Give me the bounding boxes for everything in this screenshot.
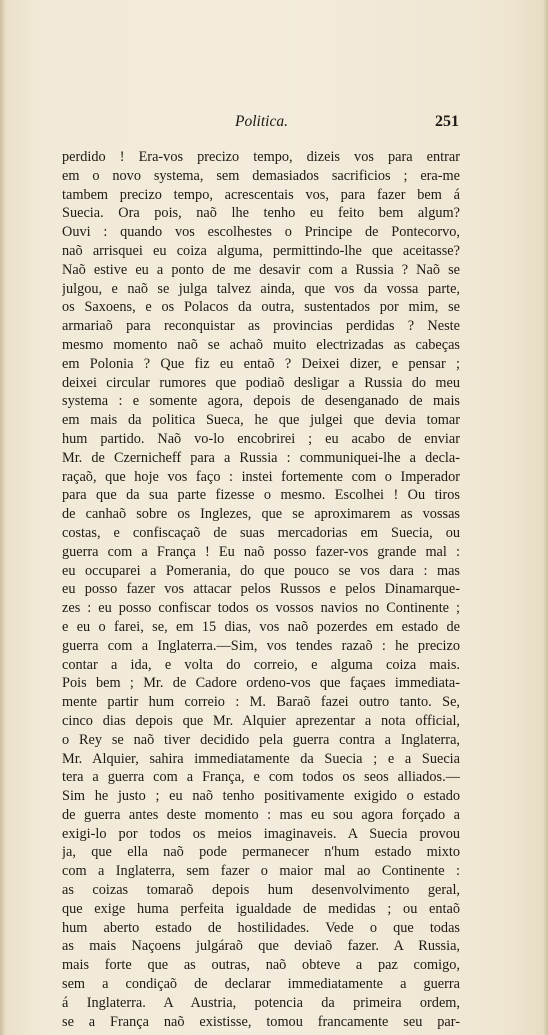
- text-line: mente partir hum correio : M. Baraõ fazei outro tanto. Se,: [62, 694, 460, 711]
- page-header: [62, 113, 461, 135]
- text-line: Mr. Alquier, sahira immediatamente da Suecia ; e a Suecia: [62, 750, 460, 767]
- text-line: mais forte que as outras, naõ obteve a paz comigo,: [62, 957, 460, 974]
- text-line: hum partido. Naõ vo-lo encobrirei ; eu acabo de enviar: [62, 430, 460, 447]
- text-line: se a França naõ existisse, tomou francamente seu par-: [62, 1013, 460, 1030]
- text-line: eu occuparei a Pomerania, do que pouco se vos dara : mas: [62, 562, 460, 579]
- text-line: deixei circular rumores que podiaõ desligar a Russia do meu: [62, 374, 460, 391]
- text-line: sem a condiçaõ de declarar immediatamente a guerra: [62, 976, 460, 993]
- text-line: contar a ida, e volta do correio, e alguma coiza mais.: [62, 656, 460, 673]
- page-number: 251: [435, 113, 459, 130]
- text-line: zes : eu posso confiscar todos os vossos navios no Continente ;: [62, 600, 460, 617]
- text-line: cinco dias depois que Mr. Alquier aprezentar a nota official,: [62, 712, 460, 729]
- text-line: Sim he justo ; eu naõ tenho positivamente exigido o estado: [62, 788, 460, 805]
- text-line: tera a guerra com a França, e com todos os seos alliados.—: [62, 769, 460, 786]
- text-line: Suecia. Ora pois, naõ lhe tenho eu feito bem algum?: [62, 205, 460, 222]
- text-line: tambem precizo tempo, acrescentais vos, para fazer bem á: [62, 186, 460, 203]
- text-line: guerra com a França ! Eu naõ posso fazer-vos grande mal :: [62, 543, 460, 560]
- text-line: julgou, e naõ se julga talvez ainda, que vos da vossa parte,: [62, 280, 460, 297]
- text-line: Pois bem ; Mr. de Cadore ordeno-vos que façaes immediata-: [62, 675, 460, 692]
- text-line: hum aberto estado de hostilidades. Vede o que todas: [62, 919, 460, 936]
- text-line: os Saxoens, e os Polacos da outra, sustentados por mim, se: [62, 299, 460, 316]
- text-line: as mais Naçoens julgáraõ que deviaõ fazer. A Russia,: [62, 938, 460, 955]
- text-line: Naõ estive eu a ponto de me desavir com a Russia ? Naõ se: [62, 261, 460, 278]
- text-line: Mr. de Czernicheff para a Russia : communiquei-lhe a decla-: [62, 449, 460, 466]
- body-text: [62, 148, 460, 1031]
- text-line: em Polonia ? Que fiz eu entaõ ? Deixei dizer, e pensar ;: [62, 355, 460, 372]
- text-line: em o novo systema, sem demasiados sacrificios ; era-me: [62, 167, 460, 184]
- text-line: guerra com a Inglaterra.—Sim, vos tendes razaõ : he precizo: [62, 637, 460, 654]
- text-line: de guerra antes deste momento : mas eu sou agora forçado a: [62, 806, 460, 823]
- running-title: Politica.: [235, 113, 288, 130]
- text-line: armariaõ para reconquistar as provincias perdidas ? Neste: [62, 318, 460, 335]
- text-line: raçaõ, que hoje vos faço : instei fortemente com o Imperador: [62, 468, 460, 485]
- text-line: mesmo momento naõ se achaõ muito electrizadas as cabeças: [62, 336, 460, 353]
- text-line: systema : e somente agora, depois de desenganado de mais: [62, 393, 460, 410]
- text-line: de canhaõ sobre os Inglezes, que se aproximarem as vossas: [62, 506, 460, 523]
- text-line: ja, que ella naõ pode permanecer n'hum estado mixto: [62, 844, 460, 861]
- text-line: exigi-lo por todos os meios imaginaveis. A Suecia provou: [62, 825, 460, 842]
- text-line: perdido ! Era-vos precizo tempo, dizeis vos para entrar: [62, 149, 460, 165]
- text-line: em mais da politica Sueca, he que julgei que devia tomar: [62, 412, 460, 429]
- text-line: com a Inglaterra, sem fazer o maior mal ao Continente :: [62, 863, 460, 880]
- text-line: que exige huma perfeita igualdade de medidas ; ou entaõ: [62, 900, 460, 917]
- text-line: as coizas tomaraõ depois hum desenvolvimento geral,: [62, 882, 460, 899]
- text-line: eu posso fazer vos attacar pelos Russos e pelos Dinamarque-: [62, 581, 460, 598]
- text-line: o Rey se naõ tiver decidido pela guerra contra a Inglaterra,: [62, 731, 460, 748]
- text-line: naõ arrisquei eu coiza alguma, permittindo-lhe que aceitasse?: [62, 242, 460, 259]
- text-line: á Inglaterra. A Austria, potencia da primeira ordem,: [62, 994, 460, 1011]
- text-line: e eu o farei, se, em 15 dias, vos naõ pozerdes em estado de: [62, 618, 460, 635]
- text-line: para que da sua parte fizesse o mesmo. Escolhei ! Ou tiros: [62, 487, 460, 504]
- text-line: costas, e confiscaçaõ de suas mercadorias em Suecia, ou: [62, 524, 460, 541]
- text-line: Ouvi : quando vos escolhestes o Principe de Pontecorvo,: [62, 224, 460, 241]
